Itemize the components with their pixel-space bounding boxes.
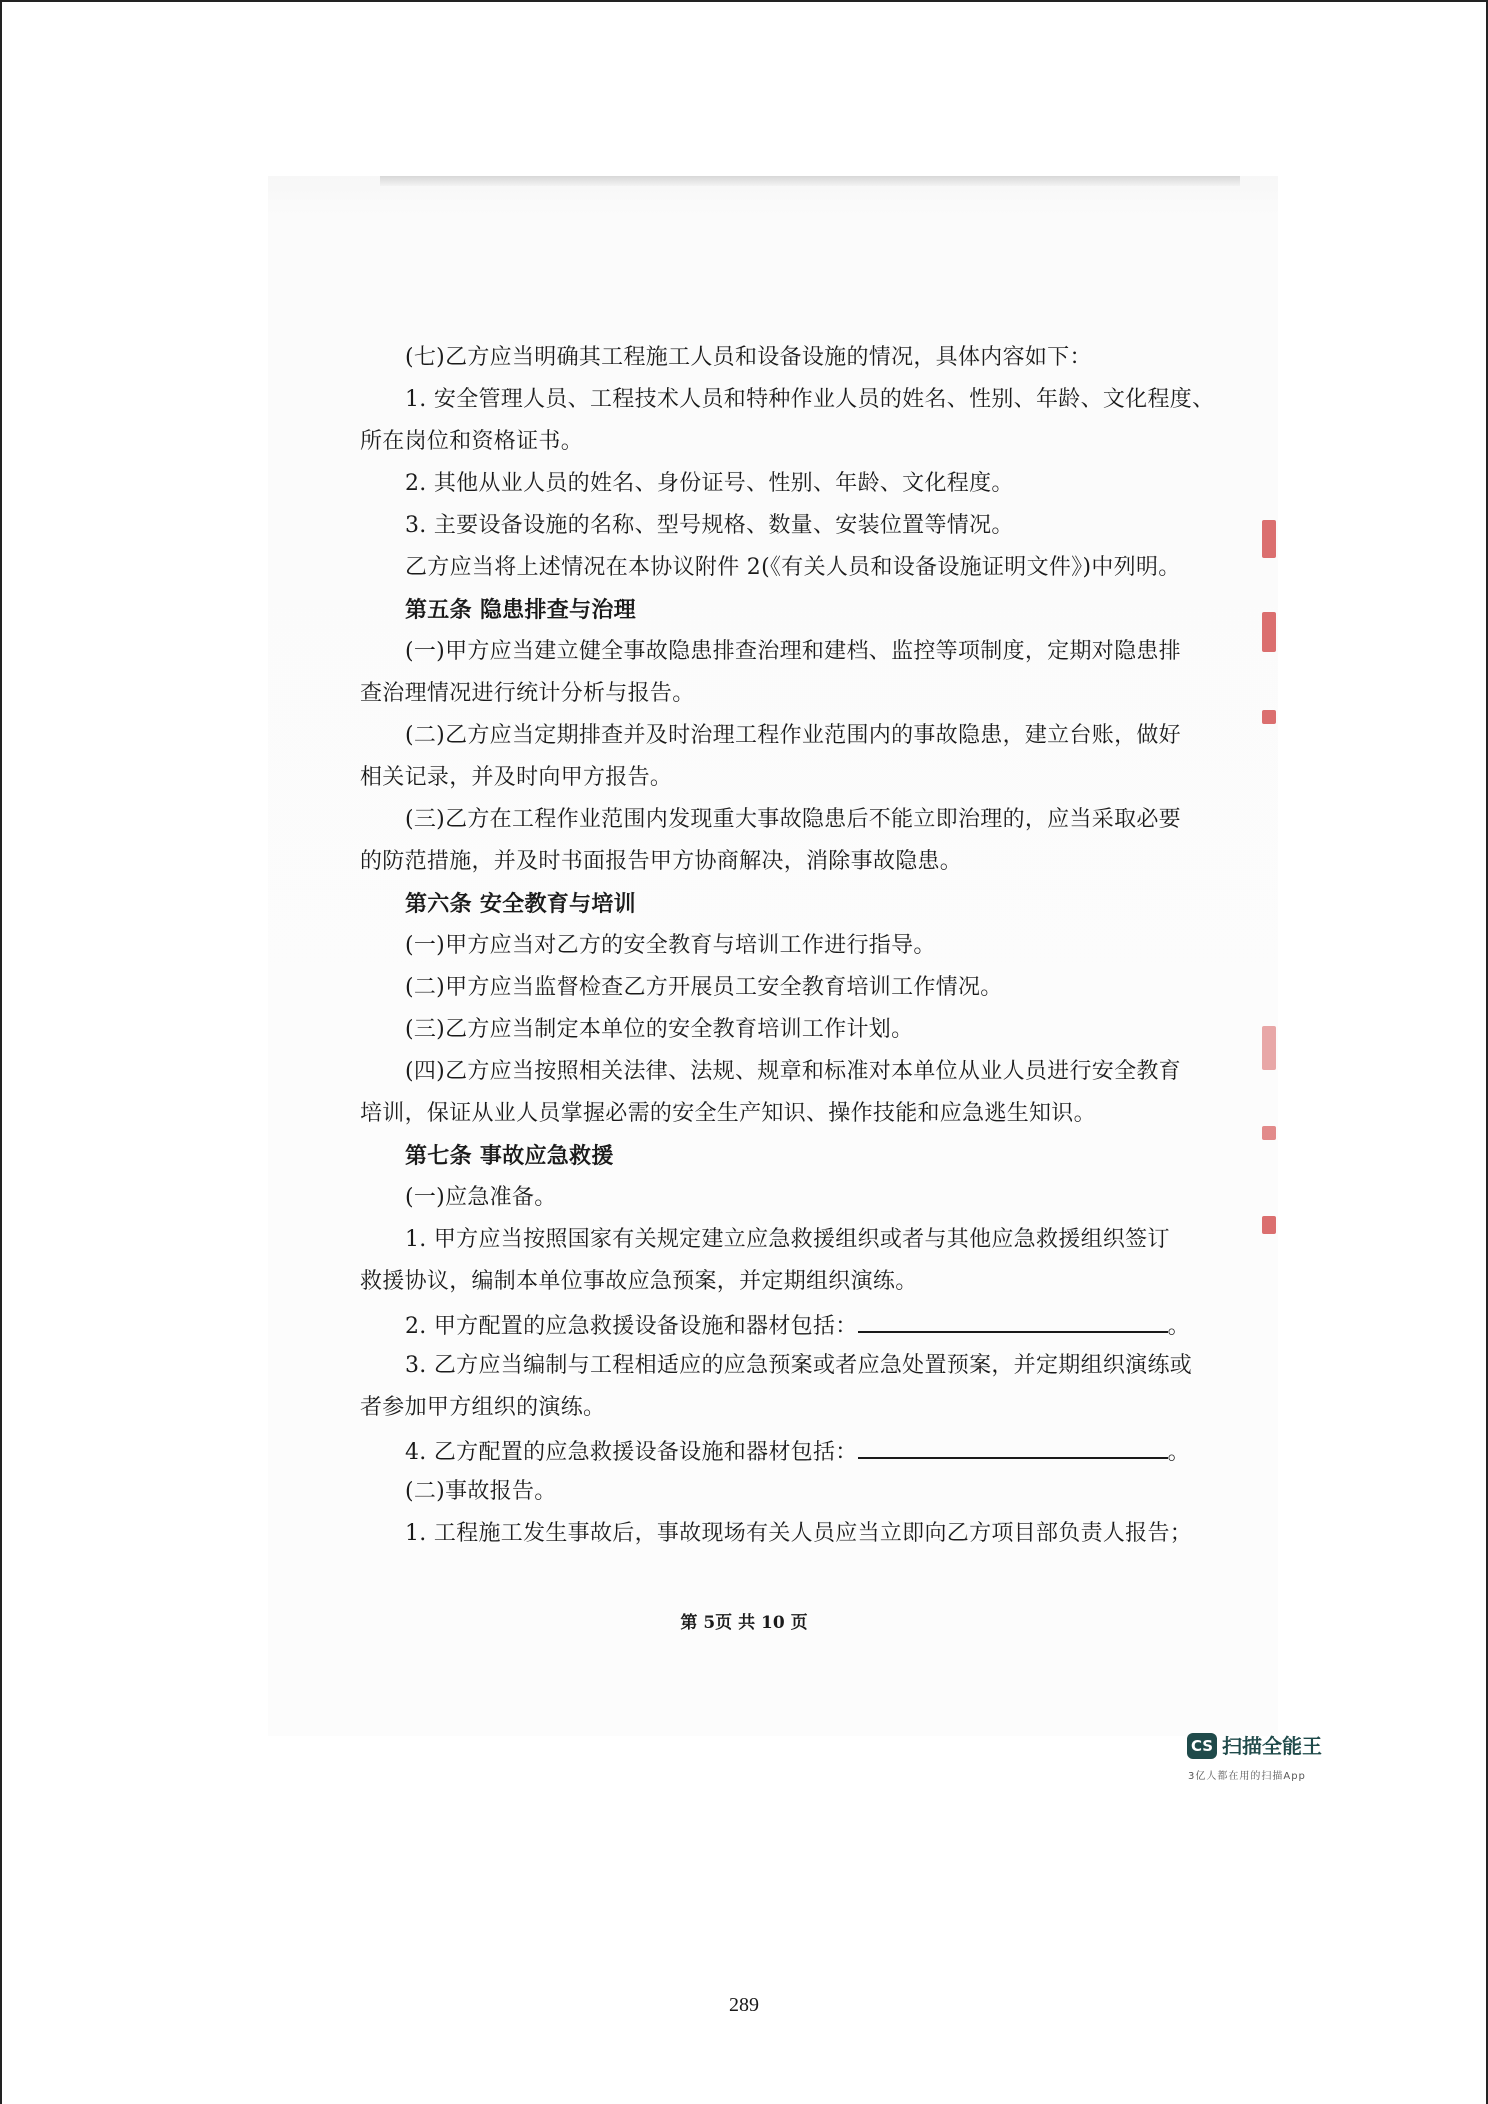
text-line [360, 847, 962, 877]
text-line-content: (二)甲方应当监督检查乙方开展员工安全教育培训工作情况。 [405, 975, 1003, 1000]
red-seal-fragment [1262, 1126, 1276, 1140]
text-line [360, 763, 672, 793]
line-end-punctuation: 。 [1167, 1314, 1190, 1339]
text-line-content: (四)乙方应当按照相关法律、法规、规章和标准对本单位从业人员进行安全教育 [405, 1059, 1181, 1084]
text-line [360, 1393, 605, 1423]
red-seal-fragment [1262, 612, 1276, 652]
text-line [405, 1015, 913, 1045]
watermark-slogan: 3亿人都在用的扫描App [1188, 1771, 1306, 1782]
text-line-content: (一)甲方应当建立健全事故隐患排查治理和建档、监控等项制度，定期对隐患排 [405, 639, 1181, 664]
text-line [405, 931, 936, 961]
section-heading [405, 1141, 614, 1171]
text-line-content: 者参加甲方组织的演练。 [360, 1395, 606, 1420]
text-line [360, 1099, 1096, 1129]
text-line-content: 4. 乙方配置的应急救援设备设施和器材包括： [405, 1440, 858, 1465]
text-line-content: 3. 主要设备设施的名称、型号规格、数量、安装位置等情况。 [405, 513, 1014, 538]
text-line [405, 385, 1214, 415]
text-line-content: 所在岗位和资格证书。 [360, 429, 584, 454]
text-line-content: 1. 甲方应当按照国家有关规定建立应急救援组织或者与其他应急救援组织签订 [405, 1227, 1170, 1252]
text-line-content: 的防范措施，并及时书面报告甲方协商解决，消除事故隐患。 [360, 849, 963, 874]
text-line [405, 973, 1003, 1003]
text-line-content: 查治理情况进行统计分析与报告。 [360, 681, 695, 706]
text-line-content: (三)乙方在工程作业范围内发现重大事故隐患后不能立即治理的，应当采取必要 [405, 807, 1181, 832]
watermark-name: 扫描全能王 [1222, 1734, 1322, 1758]
scan-edge-shadow [380, 176, 1240, 186]
text-line-content: (一)甲方应当对乙方的安全教育与培训工作进行指导。 [405, 933, 936, 958]
text-line-content: 培训，保证从业人员掌握必需的安全生产知识、操作技能和应急逃生知识。 [360, 1101, 1096, 1126]
camscanner-logo: CS [1187, 1733, 1217, 1759]
text-line-content: (七)乙方应当明确其工程施工人员和设备设施的情况，具体内容如下： [405, 345, 1092, 370]
text-line [405, 1057, 1181, 1087]
text-line-content: (三)乙方应当制定本单位的安全教育培训工作计划。 [405, 1017, 914, 1042]
text-line [405, 1183, 557, 1213]
red-seal-fragment [1262, 520, 1276, 558]
text-line [405, 1351, 1192, 1381]
text-line-content: 2. 甲方配置的应急救援设备设施和器材包括： [405, 1314, 858, 1339]
text-line-content: 乙方应当将上述情况在本协议附件 2(《有关人员和设备设施证明文件》)中列明。 [405, 555, 1181, 580]
text-line [360, 427, 583, 457]
text-line-content: 3. 乙方应当编制与工程相适应的应急预案或者应急处置预案，并定期组织演练或 [405, 1353, 1193, 1378]
text-line-content: 救援协议，编制本单位事故应急预案，并定期组织演练。 [360, 1269, 918, 1294]
text-line [405, 637, 1181, 667]
text-line [405, 469, 1014, 499]
text-line [360, 1267, 918, 1297]
page-border-top [0, 0, 1488, 2]
text-line-content: 第六条 安全教育与培训 [405, 891, 636, 917]
text-line-content: 相关记录，并及时向甲方报告。 [360, 765, 673, 790]
text-line [405, 1519, 1192, 1549]
text-line-content: (二)事故报告。 [405, 1479, 557, 1504]
text-line-content: 2. 其他从业人员的姓名、身份证号、性别、年龄、文化程度。 [405, 471, 1014, 496]
text-line-content: 1. 安全管理人员、工程技术人员和特种作业人员的姓名、性别、年龄、文化程度、 [405, 387, 1215, 412]
text-line [405, 805, 1181, 835]
text-line-content: (二)乙方应当定期排查并及时治理工程作业范围内的事故隐患，建立台账，做好 [405, 723, 1181, 748]
text-line-content: 1. 工程施工发生事故后，事故现场有关人员应当立即向乙方项目部负责人报告； [405, 1521, 1193, 1546]
line-end-punctuation: 。 [1167, 1440, 1190, 1465]
text-line [405, 1435, 1190, 1468]
fill-in-blank[interactable] [858, 1435, 1168, 1459]
section-heading [405, 889, 636, 919]
page-border-left [0, 0, 2, 2104]
text-line [405, 721, 1181, 751]
text-line [405, 1309, 1190, 1342]
text-line [405, 553, 1181, 583]
text-line [405, 511, 1014, 541]
red-seal-fragment [1262, 1026, 1276, 1070]
red-seal-fragment [1262, 1216, 1276, 1234]
text-line [405, 1225, 1170, 1255]
text-line-content: 第五条 隐患排查与治理 [405, 597, 636, 623]
page-number: 289 [729, 1994, 759, 2016]
text-line [405, 343, 1092, 373]
text-line-content: 第七条 事故应急救援 [405, 1143, 614, 1169]
text-line [405, 1477, 557, 1507]
page-footer: 第 5页 共 10 页 [680, 1613, 808, 1633]
text-line [360, 679, 695, 709]
red-seal-fragment [1262, 710, 1276, 724]
section-heading [405, 595, 636, 625]
text-line-content: (一)应急准备。 [405, 1185, 557, 1210]
fill-in-blank[interactable] [858, 1309, 1168, 1333]
